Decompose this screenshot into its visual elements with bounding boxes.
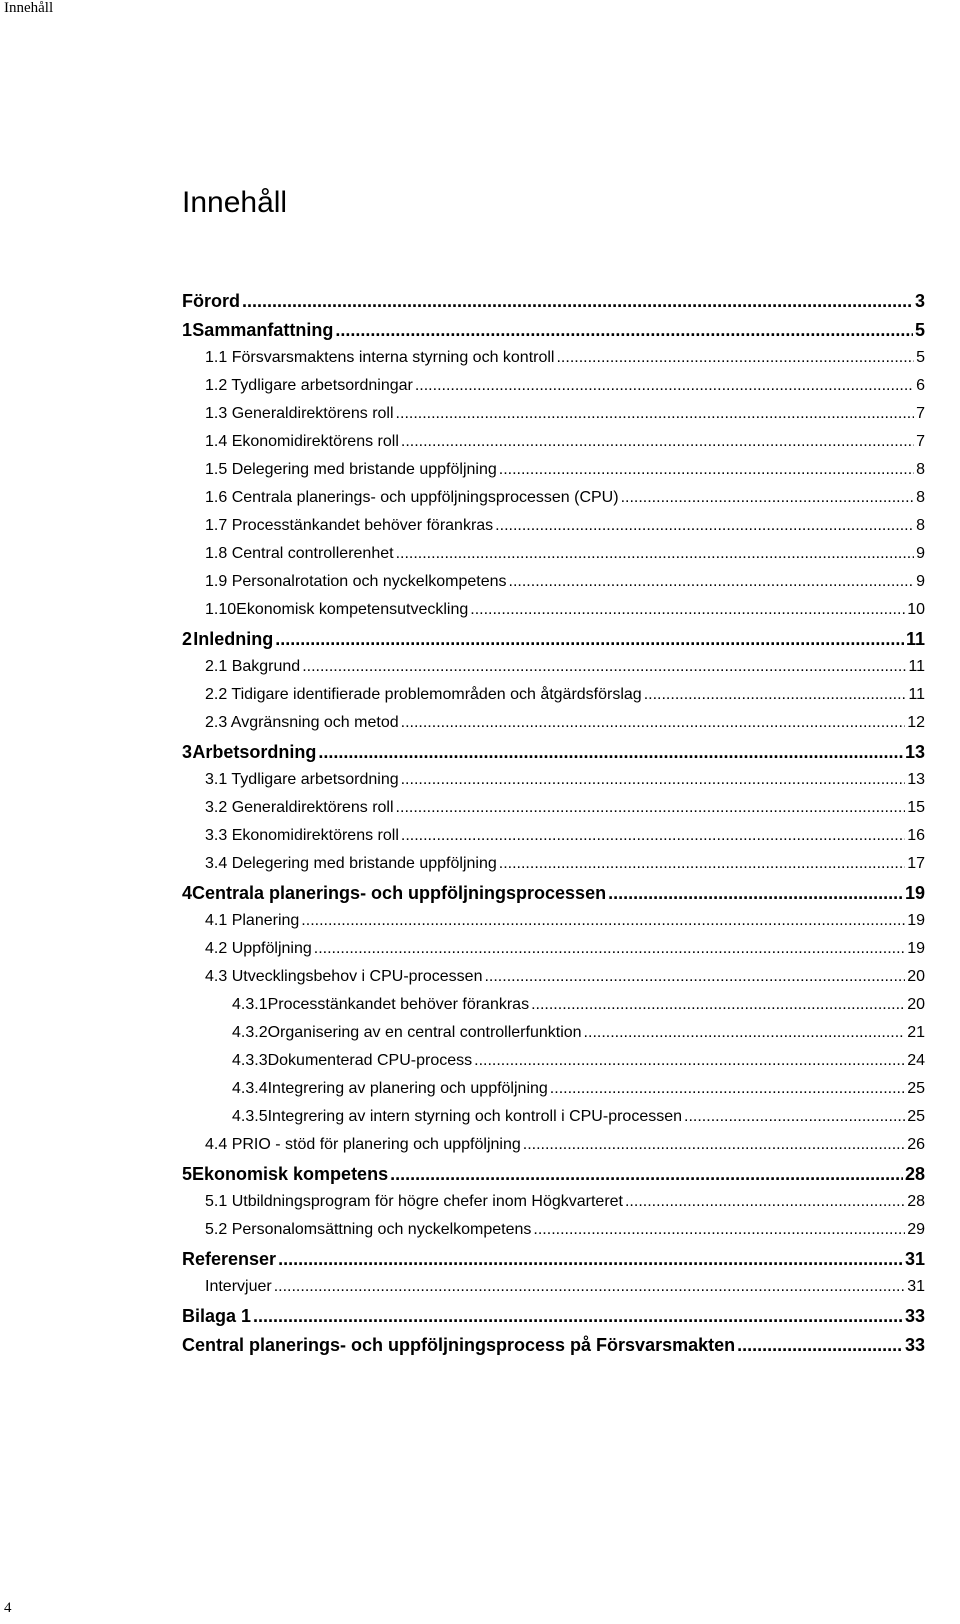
toc-entry-title: Centrala planerings- och uppföljningsprocessen [192,883,607,903]
toc-entry-page: 7 [916,433,925,450]
dot-leader [621,488,915,507]
toc-entry-page: 11 [905,629,925,649]
page-number: 4 [4,1600,12,1616]
toc-entry[interactable] [182,488,925,516]
toc-entry-number: 1.10 [205,601,237,618]
toc-entry-title: 1.9 Personalrotation och nyckelkompetens [205,573,507,590]
toc-entry[interactable] [182,290,925,319]
toc-entry[interactable] [182,1079,925,1107]
toc-entry-title: 2.3 Avgränsning och metod [205,714,399,731]
toc-entry-page: 33 [904,1335,925,1355]
toc-entry-page: 28 [904,1164,925,1184]
toc-entry-page: 6 [916,377,925,394]
toc-entry-number: 4.3.5 [232,1108,268,1125]
dot-leader [415,376,914,395]
toc-entry-title: 2.1 Bakgrund [205,658,301,675]
toc-entry-title: 4.2 Uppföljning [205,940,312,957]
toc-entry-number: 2 [182,629,193,649]
toc-entry-page: 13 [904,742,925,762]
dot-leader [274,1277,906,1296]
toc-entry-number: 4.3.1 [232,996,268,1013]
toc-entry-title: Intervjuer [205,1278,272,1295]
toc-entry[interactable] [182,572,925,600]
toc-entry-page: 16 [907,827,925,844]
dot-leader [484,967,905,986]
toc-entry[interactable] [182,404,925,432]
toc-entry-number: 4.3.3 [232,1052,268,1069]
dot-leader [390,1163,903,1185]
running-header: Innehåll [4,0,54,16]
dot-leader [608,882,903,904]
toc-entry-number: 5 [182,1164,193,1184]
toc-entry[interactable] [182,1135,925,1163]
toc-entry-title: 3.1 Tydligare arbetsordning [205,771,399,788]
toc-entry-page: 11 [908,658,925,675]
toc-entry-title: 1.6 Centrala planerings- och uppföljningsprocessen (CPU) [205,489,619,506]
toc-entry-title: 3.4 Delegering med bristande uppföljning [205,855,497,872]
dot-leader [401,826,905,845]
toc-entry-title: Sammanfattning [192,320,334,340]
dot-leader [499,854,905,873]
toc-entry-page: 26 [907,1136,925,1153]
toc-entry-title: 3.3 Ekonomidirektörens roll [205,827,399,844]
toc-entry[interactable] [182,741,925,770]
dot-leader [275,628,904,650]
toc-entry[interactable] [182,1163,925,1192]
toc-entry-title: 1.8 Central controllerenhet [205,545,394,562]
dot-leader [495,516,914,535]
toc-entry[interactable] [182,798,925,826]
toc-entry-page: 3 [914,291,925,311]
toc-entry[interactable] [182,1305,925,1334]
toc-entry[interactable] [182,1277,925,1305]
toc-entry-title: 4.4 PRIO - stöd för planering och uppföljning [205,1136,521,1153]
toc-entry-page: 8 [916,489,925,506]
toc-entry-page: 9 [916,573,925,590]
toc-entry-page: 12 [907,714,925,731]
toc-entry[interactable] [182,657,925,685]
toc-entry-title: Förord [182,291,240,311]
dot-leader [556,348,914,367]
toc-entry-page: 5 [914,320,925,340]
dot-leader [625,1192,905,1211]
dot-leader [396,404,915,423]
dot-leader [396,798,906,817]
toc-entry-title: 1.5 Delegering med bristande uppföljning [205,461,497,478]
toc-entry[interactable] [182,319,925,348]
toc-entry-page: 17 [907,855,925,872]
toc-entry-page: 25 [907,1108,925,1125]
toc-entry-page: 31 [907,1278,925,1295]
dot-leader [533,1220,905,1239]
toc-entry-page: 15 [907,799,925,816]
toc-entry-title: 4.3 Utvecklingsbehov i CPU-processen [205,968,483,985]
toc-entry-title: Dokumenterad CPU-process [267,1052,473,1069]
toc-entry-page: 10 [907,601,925,618]
dot-leader [684,1107,905,1126]
toc-entry[interactable] [182,967,925,995]
toc-entry-page: 20 [907,968,925,985]
toc-entry-title: 1.1 Försvarsmaktens interna styrning och kontroll [205,349,555,366]
dot-leader [242,290,913,312]
dot-leader [499,460,914,479]
toc-entry-title: 5.1 Utbildningsprogram för högre chefer inom Högkvarteret [205,1193,623,1210]
dot-leader [644,685,907,704]
toc-entry-page: 11 [908,686,925,703]
toc-entry[interactable] [182,348,925,376]
toc-entry-title: Ekonomisk kompetens [192,1164,389,1184]
toc-entry-number: 4 [182,883,193,903]
toc-entry-title: Processtänkandet behöver förankras [267,996,530,1013]
toc-entry-page: 5 [916,349,925,366]
toc-entry[interactable] [182,460,925,488]
toc-entry-title: Integrering av intern styrning och kontroll i CPU-processen [267,1108,683,1125]
toc-entry-title: Organisering av en central controllerfunktion [267,1024,582,1041]
dot-leader [401,432,914,451]
toc-entry[interactable] [182,1248,925,1277]
dot-leader [550,1079,905,1098]
toc-entry-page: 8 [916,461,925,478]
toc-entry[interactable] [182,1220,925,1248]
toc-entry-title: Ekonomisk kompetensutveckling [236,601,469,618]
toc-entry[interactable] [182,376,925,404]
toc-entry-title: 3.2 Generaldirektörens roll [205,799,394,816]
toc-entry-title: 1.3 Generaldirektörens roll [205,405,394,422]
dot-leader [523,1135,905,1154]
toc-entry-title: Bilaga 1 [182,1306,252,1326]
dot-leader [584,1023,906,1042]
toc-entry[interactable] [182,939,925,967]
toc-entry-page: 21 [907,1024,925,1041]
toc-entry-title: Integrering av planering och uppföljning [267,1080,548,1097]
dot-leader [474,1051,905,1070]
toc-entry-number: 4.3.4 [232,1080,268,1097]
toc-entry[interactable] [182,628,925,657]
toc-entry-page: 13 [907,771,925,788]
dot-leader [253,1305,903,1327]
toc-entry-page: 28 [907,1193,925,1210]
toc-entry-page: 9 [916,545,925,562]
toc-entry-title: Central planerings- och uppföljningsprocess på Försvarsmakten [182,1335,736,1355]
table-of-contents [182,290,925,1363]
toc-entry-title: 1.2 Tydligare arbetsordningar [205,377,413,394]
toc-entry[interactable] [182,770,925,798]
toc-entry-page: 25 [907,1080,925,1097]
dot-leader [401,770,906,789]
toc-entry-page: 29 [907,1221,925,1238]
dot-leader [301,911,905,930]
toc-entry-page: 33 [904,1306,925,1326]
toc-entry-page: 19 [904,883,925,903]
toc-entry[interactable] [182,826,925,854]
toc-entry[interactable] [182,685,925,713]
toc-entry[interactable] [182,854,925,882]
toc-entry-page: 7 [916,405,925,422]
page-title: Innehåll [182,186,288,219]
toc-entry[interactable] [182,516,925,544]
dot-leader [335,319,913,341]
dot-leader [531,995,905,1014]
toc-entry[interactable] [182,1107,925,1135]
toc-entry[interactable] [182,995,925,1023]
toc-entry-title: Arbetsordning [192,742,317,762]
toc-entry-page: 19 [907,912,925,929]
toc-entry-title: 2.2 Tidigare identifierade problemområden och åtgärdsförslag [205,686,642,703]
dot-leader [470,600,905,619]
toc-entry-page: 24 [907,1052,925,1069]
toc-entry[interactable] [182,432,925,460]
dot-leader [318,741,903,763]
toc-entry-number: 4.3.2 [232,1024,268,1041]
dot-leader [396,544,915,563]
toc-entry-page: 19 [907,940,925,957]
dot-leader [401,713,906,732]
toc-entry-page: 20 [907,996,925,1013]
toc-entry-page: 8 [916,517,925,534]
dot-leader [278,1248,903,1270]
dot-leader [302,657,906,676]
toc-entry[interactable] [182,544,925,572]
toc-entry[interactable] [182,713,925,741]
toc-entry[interactable] [182,1192,925,1220]
toc-entry-number: 3 [182,742,193,762]
toc-entry-title: 5.2 Personalomsättning och nyckelkompetens [205,1221,532,1238]
dot-leader [737,1334,903,1356]
toc-entry[interactable] [182,1334,925,1363]
toc-entry[interactable] [182,1051,925,1079]
dot-leader [314,939,905,958]
toc-entry[interactable] [182,911,925,939]
toc-entry-title: Referenser [182,1249,277,1269]
toc-entry[interactable] [182,600,925,628]
toc-entry[interactable] [182,882,925,911]
dot-leader [509,572,915,591]
toc-entry-number: 1 [182,320,193,340]
toc-entry-title: Inledning [193,629,274,649]
toc-entry-page: 31 [904,1249,925,1269]
toc-entry[interactable] [182,1023,925,1051]
toc-entry-title: 1.4 Ekonomidirektörens roll [205,433,399,450]
toc-entry-title: 1.7 Processtänkandet behöver förankras [205,517,494,534]
toc-entry-title: 4.1 Planering [205,912,300,929]
